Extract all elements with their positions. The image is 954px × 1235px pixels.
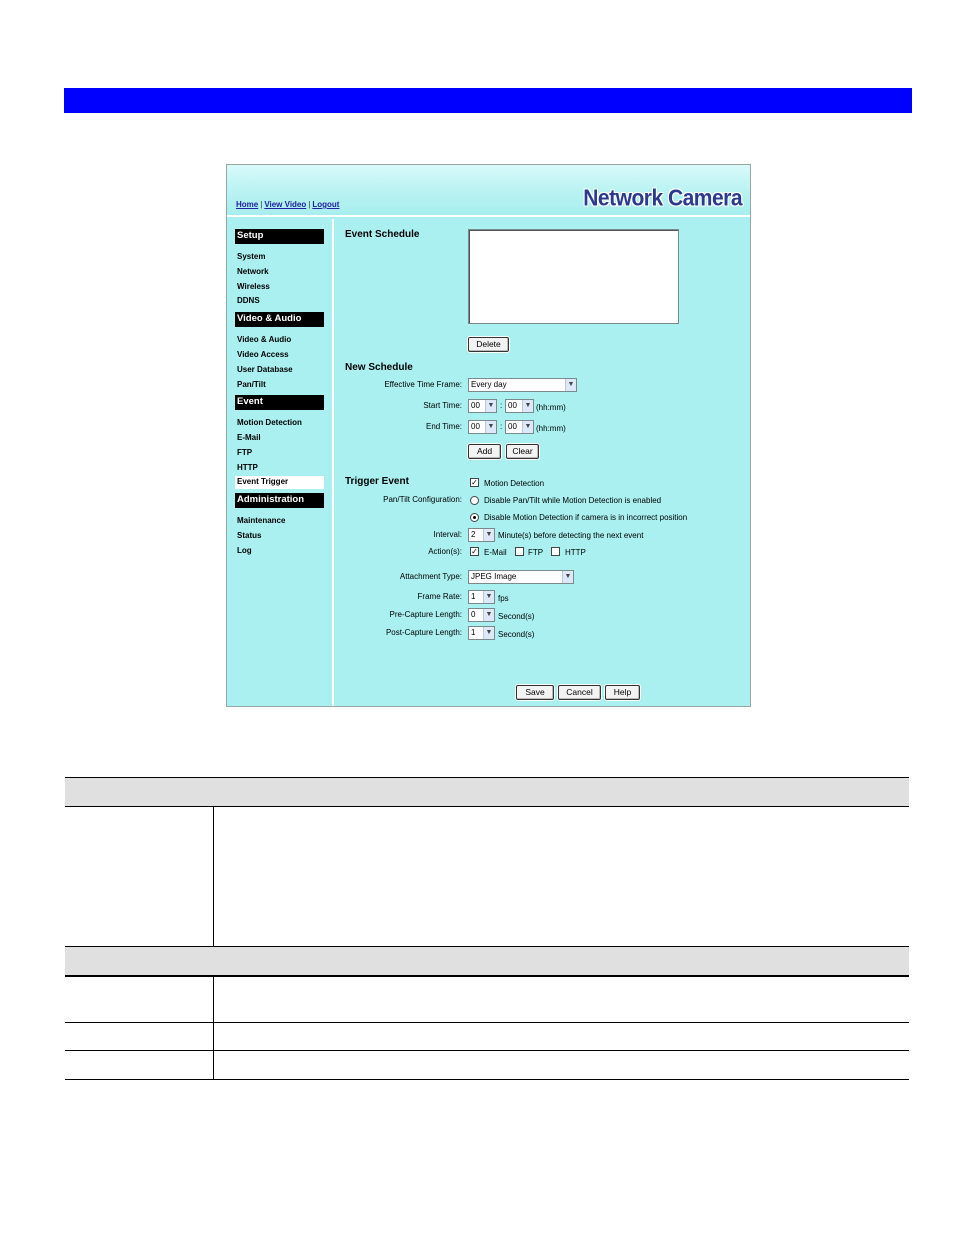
post-capture-select[interactable]	[468, 626, 495, 640]
delete-button[interactable]: Delete	[468, 337, 509, 352]
sidebar-item-pan-tilt[interactable]: Pan/Tilt	[237, 380, 266, 389]
start-minute-select[interactable]	[505, 399, 534, 413]
header-band	[64, 88, 912, 113]
chevron-down-icon: ▼	[483, 529, 494, 541]
pre-capture-select[interactable]	[468, 608, 495, 622]
pantilt-option2-radio[interactable]	[470, 513, 479, 522]
frame-rate-unit: fps	[498, 594, 509, 603]
home-link[interactable]: Home	[236, 200, 259, 209]
interval-label: Interval:	[433, 530, 462, 539]
pantilt-option2-label: Disable Motion Detection if camera is in incorrect position	[484, 513, 688, 522]
table-header-row	[65, 946, 909, 975]
pre-capture-value: 0	[471, 610, 476, 619]
start-hour-select[interactable]	[468, 399, 497, 413]
pre-capture-unit: Second(s)	[498, 612, 535, 621]
pantilt-option1-label: Disable Pan/Tilt while Motion Detection is enabled	[484, 496, 662, 505]
attachment-type-value: JPEG Image	[471, 572, 517, 581]
chevron-down-icon: ▼	[483, 627, 494, 639]
effective-time-label: Effective Time Frame:	[384, 380, 462, 389]
sidebar-item-status[interactable]: Status	[237, 531, 262, 540]
main-panel	[336, 219, 750, 707]
trigger-event-title: Trigger Event	[345, 476, 409, 487]
table-rule	[65, 1022, 909, 1023]
table-column-divider	[213, 976, 214, 1079]
pantilt-config-label: Pan/Tilt Configuration:	[383, 495, 462, 504]
view-video-link[interactable]: View Video	[264, 200, 307, 209]
motion-detection-checkbox[interactable]: ✓	[471, 478, 478, 487]
chevron-down-icon: ▼	[485, 400, 496, 412]
chevron-down-icon: ▼	[522, 400, 533, 412]
frame-rate-value: 1	[471, 592, 476, 601]
table-header-row	[65, 777, 909, 806]
sidebar-item-ddns[interactable]: DDNS	[237, 296, 260, 305]
table-rule	[65, 1050, 909, 1051]
sidebar-header-event: Event	[235, 395, 324, 410]
post-capture-unit: Second(s)	[498, 630, 535, 639]
effective-time-value: Every day	[471, 380, 507, 389]
ftp-action-label: FTP	[528, 548, 544, 557]
sidebar-header-setup: Setup	[235, 229, 324, 244]
brand-logo: Network Camera	[583, 185, 742, 212]
motion-detection-label: Motion Detection	[484, 479, 545, 488]
end-hour-select[interactable]	[468, 420, 497, 434]
end-time-hint: (hh:mm)	[536, 424, 566, 433]
sidebar-item-video-access[interactable]: Video Access	[237, 350, 289, 359]
frame-rate-label: Frame Rate:	[417, 592, 462, 601]
http-action-checkbox[interactable]	[551, 547, 560, 556]
event-schedule-list[interactable]	[468, 229, 679, 324]
sidebar-item-video-audio[interactable]: Video & Audio	[237, 335, 292, 344]
chevron-down-icon: ▼	[562, 571, 573, 583]
sidebar-item-email[interactable]: E-Mail	[237, 433, 261, 442]
sidebar	[227, 219, 334, 707]
start-minute-value: 00	[508, 401, 517, 410]
chevron-down-icon: ▼	[522, 421, 533, 433]
end-minute-select[interactable]	[505, 420, 534, 434]
table-rule	[65, 1079, 909, 1080]
interval-suffix: Minute(s) before detecting the next event	[498, 531, 644, 540]
sidebar-header-administration: Administration	[235, 493, 324, 508]
attachment-type-select[interactable]	[468, 570, 574, 584]
frame-rate-select[interactable]	[468, 590, 495, 604]
sidebar-item-http[interactable]: HTTP	[237, 463, 258, 472]
chevron-down-icon: ▼	[485, 421, 496, 433]
start-time-label: Start Time:	[423, 401, 462, 410]
chevron-down-icon: ▼	[565, 379, 576, 391]
cancel-button[interactable]: Cancel	[558, 685, 601, 700]
post-capture-value: 1	[471, 628, 476, 637]
camera-screenshot	[226, 164, 751, 707]
http-action-label: HTTP	[565, 548, 586, 557]
add-button[interactable]: Add	[468, 444, 501, 459]
email-action-checkbox[interactable]: ✓	[471, 547, 478, 556]
sidebar-item-maintenance[interactable]: Maintenance	[237, 516, 286, 525]
sidebar-item-ftp[interactable]: FTP	[237, 448, 253, 457]
email-action-label: E-Mail	[484, 548, 507, 557]
sidebar-item-motion-detection[interactable]: Motion Detection	[237, 418, 302, 427]
new-schedule-title: New Schedule	[345, 362, 413, 373]
sidebar-item-event-trigger[interactable]: Event Trigger	[235, 476, 324, 489]
top-nav: Home | View Video | Logout	[236, 200, 340, 209]
time-colon: :	[500, 422, 503, 431]
chevron-down-icon: ▼	[483, 591, 494, 603]
logout-link[interactable]: Logout	[312, 200, 340, 209]
sidebar-item-network[interactable]: Network	[237, 267, 269, 276]
end-minute-value: 00	[508, 422, 517, 431]
end-hour-value: 00	[471, 422, 480, 431]
sidebar-item-log[interactable]: Log	[237, 546, 252, 555]
help-button[interactable]: Help	[605, 685, 640, 700]
sidebar-item-user-database[interactable]: User Database	[237, 365, 293, 374]
interval-value: 2	[471, 530, 476, 539]
table-column-divider	[213, 806, 214, 947]
pre-capture-label: Pre-Capture Length:	[389, 610, 462, 619]
end-time-label: End Time:	[425, 422, 462, 431]
radio-dot	[473, 516, 476, 519]
start-time-hint: (hh:mm)	[536, 403, 566, 412]
pantilt-option1-radio[interactable]	[470, 496, 479, 505]
table-rule	[65, 975, 909, 977]
actions-label: Action(s):	[428, 547, 462, 556]
time-colon: :	[500, 401, 503, 410]
sidebar-header-video-audio: Video & Audio	[235, 312, 324, 327]
ftp-action-checkbox[interactable]	[515, 547, 524, 556]
chevron-down-icon: ▼	[483, 609, 494, 621]
table-rule	[65, 806, 909, 807]
screenshot-header	[227, 165, 750, 217]
post-capture-label: Post-Capture Length:	[385, 628, 462, 637]
sidebar-item-wireless[interactable]: Wireless	[237, 282, 270, 291]
effective-time-select[interactable]	[468, 378, 577, 392]
event-schedule-title: Event Schedule	[345, 229, 420, 240]
save-button[interactable]: Save	[516, 685, 554, 700]
start-hour-value: 00	[471, 401, 480, 410]
sidebar-item-system[interactable]: System	[237, 252, 266, 261]
interval-select[interactable]	[468, 528, 495, 542]
attachment-type-label: Attachment Type:	[399, 572, 462, 581]
clear-button[interactable]: Clear	[506, 444, 539, 459]
